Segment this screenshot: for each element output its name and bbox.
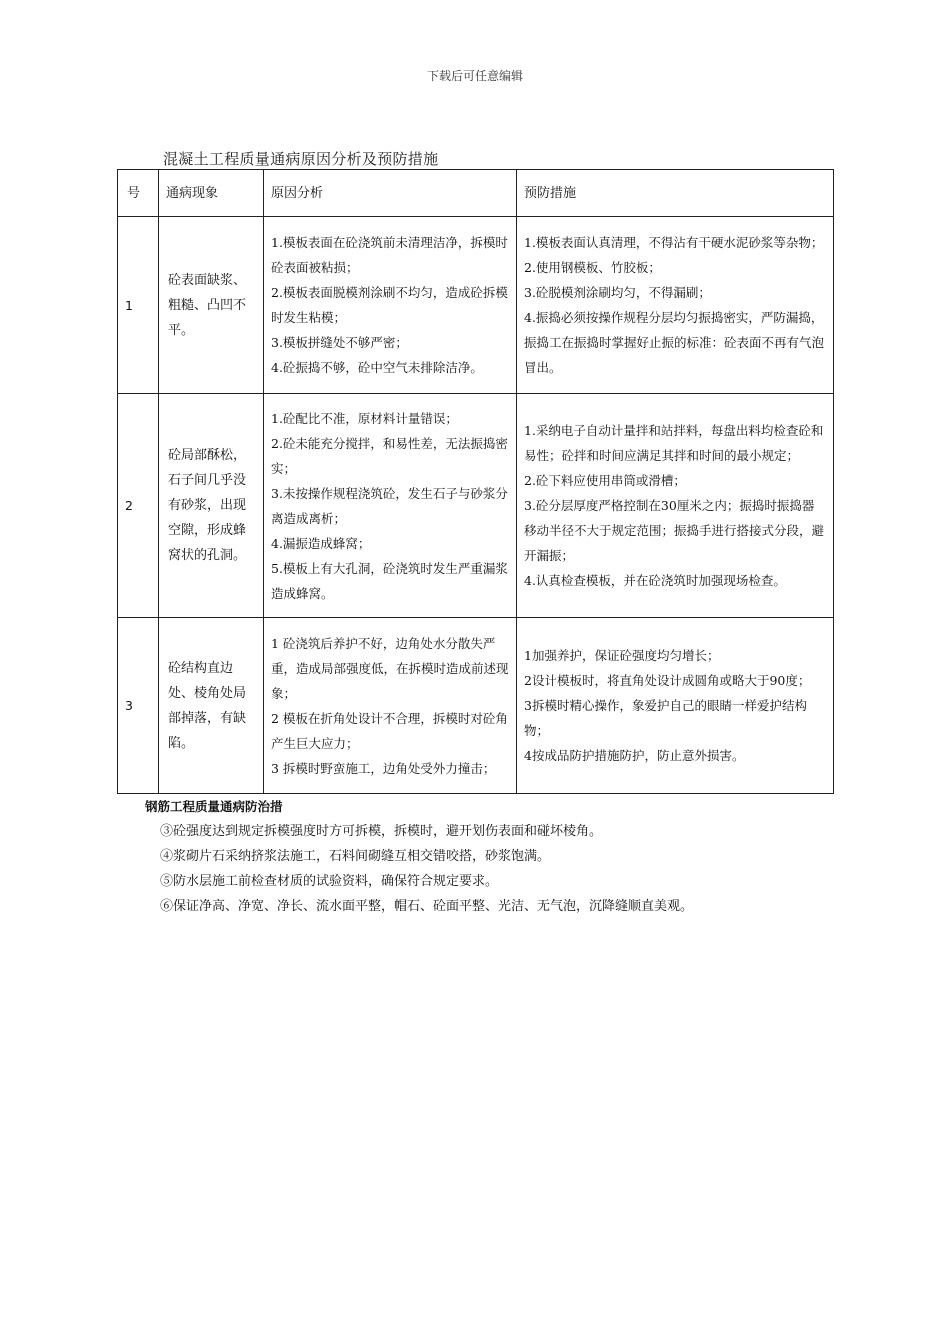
- cause-item: 1 砼浇筑后养护不好，边角处水分散失严重，造成局部强度低，在拆模时造成前述现象；: [271, 635, 509, 701]
- cause-item: 1.砼配比不准，原材料计量错误；: [271, 410, 458, 426]
- section-title: 钢筋工程质量通病防治措: [145, 799, 283, 814]
- cause-item: 4.漏振造成蜂窝；: [271, 535, 371, 551]
- list-item: ⑤防水层施工前检查材质的试验资料，确保符合规定要求。: [160, 874, 499, 889]
- defect-description: 砼局部酥松，石子间几乎没有砂浆，出现空隙，形成蜂窝状的孔洞。: [159, 394, 264, 618]
- measures-list: [145, 819, 845, 919]
- prevention-item: 1.采纳电子自动计量拌和站拌料，每盘出料均检查砼和易性；砼拌和时间应满足其拌和时间的最小规定；: [524, 423, 824, 463]
- table-row: [118, 618, 834, 794]
- cause-list: [264, 618, 517, 794]
- prevention-item: 4按成品防护措施防护，防止意外损害。: [524, 748, 745, 763]
- prevention-item: 2.使用钢模板、竹胶板；: [524, 260, 661, 275]
- cause-item: 3.未按操作规程浇筑砼，发生石子与砂浆分离造成离析；: [271, 485, 508, 526]
- prevention-item: 2.砼下料应使用串筒或滑槽；: [524, 473, 686, 488]
- header-no: 号: [118, 170, 159, 217]
- cause-item: 1.模板表面在砼浇筑前未清理洁净，拆模时砼表面被粘损；: [271, 235, 508, 275]
- cause-item: 3.模板拼缝处不够严密；: [271, 335, 408, 350]
- rebar-section: [145, 797, 845, 919]
- row-number: 3: [118, 618, 159, 794]
- list-item: ③砼强度达到规定拆模强度时方可拆模，拆模时，避开划伤表面和碰坏棱角。: [160, 824, 603, 839]
- prevention-item: 3拆模时精心操作，象爱护自己的眼睛一样爱护结构物；: [524, 698, 807, 738]
- cause-item: 2.砼未能充分搅拌，和易性差，无法振捣密实；: [271, 435, 508, 476]
- table-header-row: [118, 170, 834, 217]
- prevention-item: 3.砼分层厚度严格控制在30厘米之内；振捣时振捣器移动半径不大于规定范围；振捣手进行搭接式分段，避开漏振；: [524, 498, 825, 563]
- cause-item: 3 拆模时野蛮施工，边角处受外力撞击；: [271, 760, 496, 776]
- cause-item: 5.模板上有大孔洞，砼浇筑时发生严重漏浆造成蜂窝。: [271, 560, 508, 601]
- table-row: [118, 217, 834, 394]
- prevention-item: 4.振捣必须按操作规程分层均匀振捣密实，严防漏捣，振捣工在振捣时掌握好止振的标准：砼表面不再有气泡冒出。: [524, 310, 825, 375]
- defects-table: [117, 169, 834, 794]
- row-number: 1: [118, 217, 159, 394]
- prevention-item: 1.模板表面认真清理，不得沾有干硬水泥砂浆等杂物；: [524, 235, 824, 250]
- header-prevention: 预防措施: [517, 170, 834, 217]
- prevention-list: [517, 618, 834, 794]
- header-defect: 通病现象: [159, 170, 264, 217]
- list-item: ④浆砌片石采纳挤浆法施工，石料间砌缝互相交错咬搭，砂浆饱满。: [160, 849, 551, 864]
- header-note: 下载后可任意编辑: [426, 69, 523, 83]
- cause-list: [264, 394, 517, 618]
- prevention-list: [517, 394, 834, 618]
- prevention-item: 2设计模板时，将直角处设计成圆角或略大于90度；: [524, 673, 811, 688]
- cause-item: 2.模板表面脱模剂涂刷不均匀，造成砼拆模时发生粘模；: [271, 285, 508, 325]
- header-cause: 原因分析: [264, 170, 517, 217]
- defect-description: 砼表面缺浆、粗糙、凸凹不平。: [159, 217, 264, 394]
- table-row: [118, 394, 834, 618]
- document-title: 混凝土工程质量通病原因分析及预防措施: [163, 150, 439, 168]
- prevention-item: 4.认真检查模板，并在砼浇筑时加强现场检查。: [524, 573, 786, 588]
- cause-item: 2 模板在折角处设计不合理，拆模时对砼角产生巨大应力；: [271, 710, 508, 751]
- cause-list: [264, 217, 517, 394]
- list-item: ⑥保证净高、净宽、净长、流水面平整，帽石、砼面平整、光洁、无气泡，沉降缝顺直美观。: [160, 899, 694, 914]
- row-number: 2: [118, 394, 159, 618]
- prevention-item: 3.砼脱模剂涂刷均匀，不得漏刷；: [524, 285, 711, 300]
- prevention-list: [517, 217, 834, 394]
- prevention-item: 1加强养护，保证砼强度均匀增长；: [524, 648, 720, 663]
- cause-item: 4.砼振捣不够，砼中空气未排除洁净。: [271, 360, 483, 375]
- defect-description: 砼结构直边处、棱角处局部掉落，有缺陷。: [159, 618, 264, 794]
